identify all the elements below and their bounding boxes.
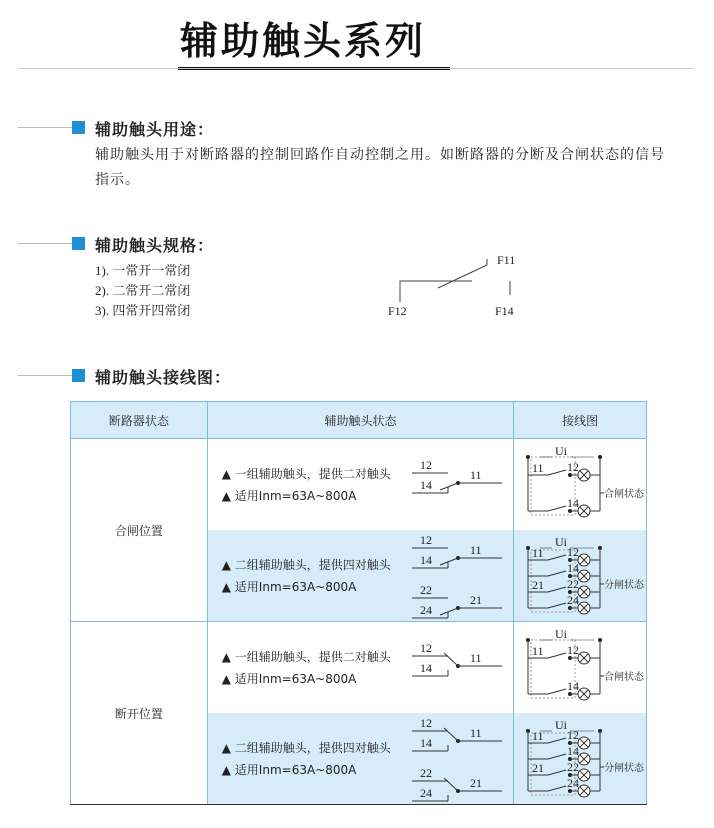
svg-text:分闸状态: 分闸状态	[604, 580, 645, 591]
spec-item: 3). 四常开四常闭	[95, 303, 191, 318]
svg-text:22: 22	[567, 577, 580, 591]
svg-text:21: 21	[469, 593, 482, 607]
svg-text:分闸状态: 分闸状态	[604, 763, 645, 774]
divider	[18, 127, 76, 128]
table-row	[71, 439, 647, 531]
table-bottom-border	[70, 804, 647, 805]
svg-text:14: 14	[567, 561, 580, 575]
svg-text:14: 14	[419, 553, 432, 567]
svg-text:12: 12	[419, 716, 432, 730]
wiring-diagram	[520, 713, 645, 804]
svg-text:11: 11	[469, 468, 482, 482]
svg-text:F12: F12	[388, 304, 407, 318]
svg-text:合闸状态: 合闸状态	[604, 489, 645, 500]
svg-text:12: 12	[567, 545, 580, 559]
wiring-heading: 辅助触头接线图：	[95, 368, 232, 387]
svg-text:12: 12	[567, 643, 580, 657]
rating-note: ▲ 适用Inm=63A~800A	[221, 489, 357, 503]
divider	[18, 375, 76, 376]
wiring-diagram	[520, 530, 645, 621]
svg-text:12: 12	[567, 728, 580, 742]
wiring-table	[70, 401, 647, 804]
table-header-row	[71, 402, 647, 439]
section-bullet-icon	[72, 237, 85, 250]
rating-note: ▲ 适用Inm=63A~800A	[221, 580, 357, 594]
svg-text:Ui: Ui	[555, 535, 568, 549]
contact-diagram	[408, 713, 518, 804]
svg-text:21: 21	[469, 776, 482, 790]
svg-text:22: 22	[567, 760, 580, 774]
svg-text:22: 22	[419, 766, 432, 780]
svg-text:14: 14	[419, 736, 432, 750]
svg-text:14: 14	[419, 661, 432, 675]
table-row	[71, 622, 647, 714]
contact-diagram	[408, 439, 518, 530]
svg-text:14: 14	[419, 478, 432, 492]
contact-note: ▲ 二组辅助触头，提供四对触头	[221, 558, 391, 572]
svg-text:11: 11	[469, 543, 482, 557]
svg-text:F11: F11	[497, 253, 516, 267]
spec-item: 2). 二常开二常闭	[95, 283, 191, 298]
rating-note: ▲ 适用Inm=63A~800A	[221, 763, 357, 777]
section-bullet-icon	[72, 369, 85, 382]
page-title: 辅助触头系列	[180, 19, 427, 63]
svg-text:11: 11	[532, 644, 544, 658]
svg-text:12: 12	[419, 533, 432, 547]
svg-text:22: 22	[419, 583, 432, 597]
svg-text:24: 24	[567, 776, 580, 790]
svg-text:Ui: Ui	[555, 627, 568, 641]
usage-text: 辅助触头用于对断路器的控制回路作自动控制之用。如断路器的分断及合闸状态的信号指示。	[95, 147, 665, 188]
svg-text:Ui: Ui	[555, 718, 568, 732]
svg-text:12: 12	[419, 458, 432, 472]
wiring-diagram	[520, 439, 645, 530]
contact-diagram	[408, 530, 518, 621]
spec-item: 1). 一常开一常闭	[95, 263, 191, 278]
svg-text:21: 21	[532, 761, 545, 775]
header-wiring: 接线图	[514, 402, 647, 439]
divider	[18, 68, 694, 69]
rating-note: ▲ 适用Inm=63A~800A	[221, 672, 357, 686]
contact-note: ▲ 一组辅助触头，提供二对触头	[221, 467, 391, 481]
svg-text:11: 11	[532, 461, 544, 475]
svg-text:合闸状态: 合闸状态	[604, 672, 645, 683]
breaker-state: 合闸位置	[71, 439, 208, 622]
breaker-state: 断开位置	[71, 622, 208, 805]
header-contact-state: 辅助触头状态	[207, 402, 513, 439]
contact-symbol-diagram	[380, 245, 540, 325]
spec-heading: 辅助触头规格：	[95, 236, 215, 255]
svg-text:12: 12	[567, 460, 580, 474]
svg-text:11: 11	[532, 546, 544, 560]
svg-text:24: 24	[419, 603, 432, 617]
contact-note: ▲ 二组辅助触头，提供四对触头	[221, 741, 391, 755]
usage-heading: 辅助触头用途：	[95, 120, 215, 139]
svg-text:11: 11	[469, 651, 482, 665]
divider	[18, 243, 76, 244]
svg-text:11: 11	[532, 729, 544, 743]
svg-text:24: 24	[419, 786, 432, 800]
contact-note: ▲ 一组辅助触头，提供二对触头	[221, 650, 391, 664]
header-breaker-state: 断路器状态	[71, 402, 208, 439]
svg-text:14: 14	[567, 744, 580, 758]
svg-text:14: 14	[567, 496, 580, 510]
svg-text:24: 24	[567, 593, 580, 607]
section-bullet-icon	[72, 121, 85, 134]
svg-text:12: 12	[419, 641, 432, 655]
svg-text:Ui: Ui	[555, 444, 568, 458]
contact-diagram	[408, 622, 518, 713]
svg-text:11: 11	[469, 726, 482, 740]
svg-text:F14: F14	[495, 304, 514, 318]
wiring-diagram	[520, 622, 645, 713]
svg-text:21: 21	[532, 578, 545, 592]
svg-text:14: 14	[567, 679, 580, 693]
